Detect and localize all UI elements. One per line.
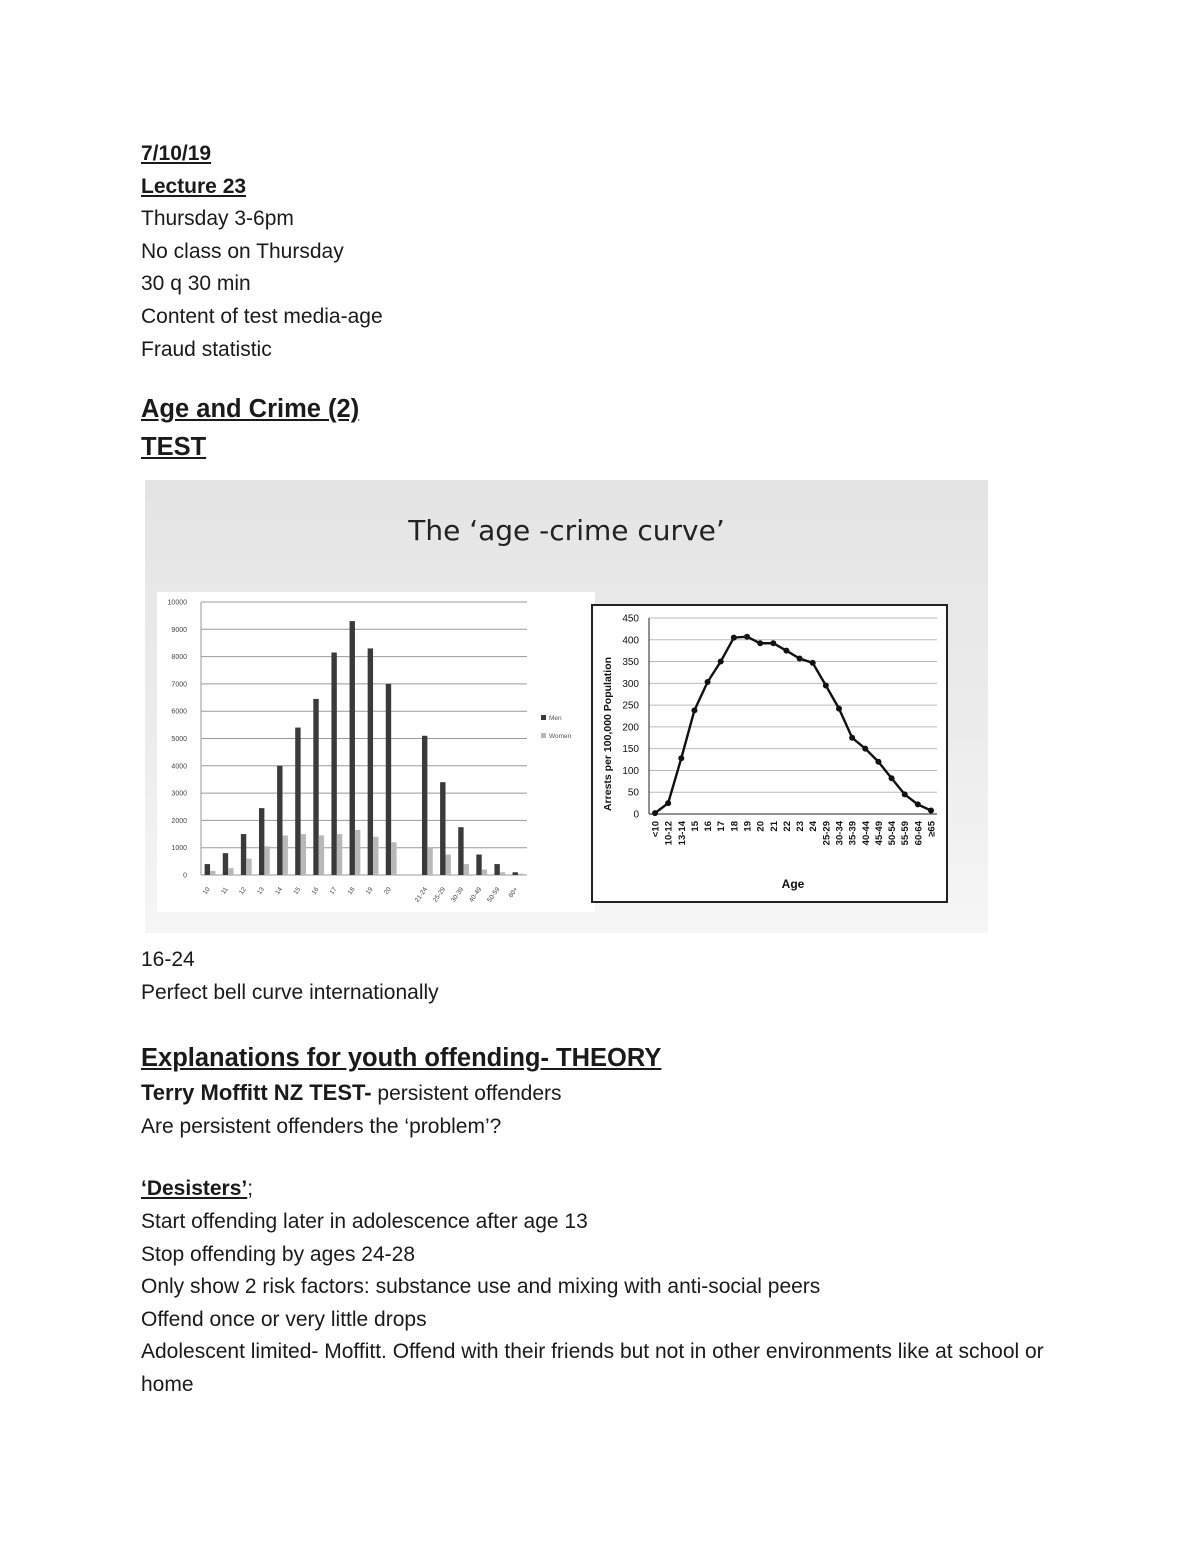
- data-point: [691, 707, 697, 713]
- x-tick-label: 13: [256, 886, 267, 897]
- x-tick-label: 20: [755, 821, 767, 832]
- x-tick-label: 11: [220, 886, 230, 896]
- note-line: Thursday 3-6pm: [141, 207, 294, 231]
- legend-label: Women: [549, 733, 572, 740]
- data-point: [744, 634, 750, 640]
- line-chart-panel: [591, 604, 948, 903]
- x-tick-label: 21-24: [413, 886, 430, 904]
- x-tick-label: 21: [768, 821, 780, 832]
- x-tick-label: 22: [781, 821, 793, 832]
- y-tick-label: 4000: [171, 763, 187, 771]
- notes-header: [141, 138, 1071, 466]
- y-axis-label: Arrests per 100,000 Population: [602, 656, 614, 812]
- y-tick-label: 250: [622, 700, 639, 712]
- bar-women: [337, 834, 342, 875]
- data-point: [757, 640, 763, 646]
- y-tick-label: 9000: [171, 626, 187, 634]
- data-point: [915, 801, 921, 807]
- x-tick-label: 10-12: [663, 821, 675, 846]
- bar-chart-panel: [157, 592, 595, 912]
- bar-women: [464, 864, 469, 875]
- y-tick-label: 10000: [167, 599, 187, 607]
- bar-men: [368, 648, 373, 875]
- bar-chart: [157, 592, 595, 912]
- x-tick-label: 60+: [507, 886, 520, 900]
- desisters-suffix: ;: [247, 1177, 254, 1201]
- y-tick-label: 0: [633, 809, 639, 821]
- x-tick-label: 45-49: [873, 821, 885, 846]
- x-tick-label: 40-44: [860, 821, 872, 846]
- x-tick-label: 15: [689, 821, 701, 832]
- data-point: [836, 706, 842, 712]
- data-point: [718, 659, 724, 665]
- bar-women: [446, 855, 451, 875]
- bar-men: [259, 808, 264, 875]
- section-title-age-crime: Age and Crime (2): [141, 395, 360, 424]
- bar-men: [458, 827, 463, 875]
- bar-men: [476, 855, 481, 875]
- note-line: No class on Thursday: [141, 239, 344, 263]
- note-line: Content of test media-age: [141, 304, 383, 328]
- test-tag: TEST: [141, 433, 207, 462]
- x-tick-label: 25-29: [821, 821, 833, 846]
- x-tick-label: 30-34: [834, 821, 846, 846]
- bar-women: [301, 834, 306, 875]
- data-point: [652, 810, 658, 816]
- x-tick-label: 16: [703, 821, 715, 832]
- bar-women: [482, 870, 487, 875]
- x-tick-label: 16: [310, 886, 321, 897]
- series-line: [655, 637, 931, 813]
- desisters-heading: [141, 1173, 1101, 1206]
- x-tick-label: 10: [201, 886, 212, 897]
- data-point: [875, 759, 881, 765]
- data-point: [849, 735, 855, 741]
- moffitt-bold: Terry Moffitt NZ TEST-: [141, 1080, 372, 1106]
- notes-body: [141, 944, 1101, 1402]
- data-point: [731, 635, 737, 641]
- desister-line: Adolescent limited- Moffitt. Offend with their friends but not in other environments like at school or home: [141, 1340, 1044, 1396]
- data-point: [862, 746, 868, 752]
- data-point: [678, 755, 684, 761]
- y-tick-label: 350: [622, 657, 639, 669]
- y-tick-label: 0: [183, 872, 187, 880]
- y-tick-label: 2000: [171, 817, 187, 825]
- legend-label: Men: [549, 715, 562, 722]
- desister-line: Only show 2 risk factors: substance use and mixing with anti-social peers: [141, 1275, 821, 1299]
- y-tick-label: 8000: [171, 654, 187, 662]
- x-tick-label: 30-39: [449, 886, 466, 904]
- x-tick-label: ≥65: [926, 821, 938, 837]
- bar-men: [331, 653, 336, 875]
- data-point: [783, 648, 789, 654]
- x-tick-label: 14: [274, 886, 285, 897]
- x-tick-label: 19: [742, 821, 754, 832]
- bar-women: [264, 846, 269, 875]
- data-point: [823, 683, 829, 689]
- y-tick-label: 3000: [171, 790, 187, 798]
- desister-line: Start offending later in adolescence after age 13: [141, 1209, 588, 1233]
- date-heading: 7/10/19: [141, 142, 212, 165]
- figure-title: The ‘age -crime curve’: [408, 514, 725, 547]
- bar-men: [295, 728, 300, 875]
- bar-men: [440, 782, 445, 875]
- bar-women: [210, 871, 215, 875]
- bar-men: [386, 684, 391, 875]
- moffitt-line: [141, 1077, 1101, 1111]
- bar-men: [313, 699, 318, 875]
- x-tick-label: 18: [729, 821, 741, 832]
- x-tick-label: 40-49: [468, 886, 484, 904]
- y-tick-label: 150: [622, 744, 639, 756]
- y-tick-label: 100: [622, 765, 639, 777]
- line-chart: [593, 606, 946, 901]
- bar-men: [494, 864, 499, 875]
- data-point: [665, 800, 671, 806]
- data-point: [902, 791, 908, 797]
- age-crime-figure: [145, 480, 988, 933]
- x-tick-label: 60-64: [913, 821, 925, 846]
- x-tick-label: 19: [364, 886, 375, 897]
- x-tick-label: 17: [328, 886, 339, 897]
- bar-women: [373, 837, 378, 875]
- x-tick-label: 17: [716, 821, 728, 832]
- moffitt-rest: persistent offenders: [371, 1082, 562, 1106]
- data-point: [889, 775, 895, 781]
- y-tick-label: 300: [622, 678, 639, 690]
- y-tick-label: 5000: [171, 736, 187, 743]
- x-tick-label: 20: [382, 886, 393, 897]
- bar-men: [277, 766, 282, 875]
- bar-men: [350, 621, 355, 875]
- section-title-explanations: Explanations for youth offending- THEORY: [141, 1044, 662, 1073]
- bar-women: [355, 830, 360, 875]
- lecture-heading: Lecture 23: [141, 174, 247, 198]
- bar-men: [422, 736, 427, 875]
- y-tick-label: 6000: [171, 708, 187, 716]
- data-point: [928, 808, 934, 814]
- note-line: Perfect bell curve internationally: [141, 980, 439, 1004]
- bar-women: [391, 842, 396, 875]
- x-tick-label: 13-14: [676, 821, 688, 846]
- x-tick-label: 15: [292, 886, 303, 897]
- y-tick-label: 400: [622, 635, 639, 647]
- x-tick-label: 25-29: [431, 886, 448, 904]
- x-axis-label: Age: [781, 877, 805, 891]
- data-point: [797, 656, 803, 662]
- data-point: [705, 679, 711, 685]
- x-tick-label: 23: [795, 821, 807, 832]
- bar-women: [427, 848, 432, 875]
- y-tick-label: 50: [627, 787, 639, 799]
- desister-line: Offend once or very little drops: [141, 1307, 427, 1331]
- x-tick-label: 18: [346, 886, 357, 897]
- x-tick-label: <10: [650, 821, 662, 838]
- bar-women: [518, 874, 523, 875]
- y-tick-label: 200: [622, 722, 639, 734]
- x-tick-label: 50-59: [486, 886, 502, 904]
- bar-women: [246, 859, 251, 875]
- desister-line: Stop offending by ages 24-28: [141, 1242, 415, 1266]
- x-tick-label: 24: [808, 821, 820, 832]
- bar-women: [283, 835, 288, 875]
- x-tick-label: 50-54: [887, 821, 899, 846]
- bar-women: [319, 835, 324, 875]
- note-line: 30 q 30 min: [141, 272, 251, 296]
- bar-women: [500, 872, 505, 875]
- legend-swatch: [541, 733, 546, 738]
- bar-men: [223, 853, 228, 875]
- y-tick-label: 1000: [171, 845, 187, 853]
- note-line: Fraud statistic: [141, 337, 272, 361]
- x-tick-label: 35-39: [847, 821, 859, 846]
- bar-men: [513, 872, 518, 875]
- y-tick-label: 450: [622, 613, 639, 625]
- data-point: [770, 640, 776, 646]
- bar-men: [241, 834, 246, 875]
- question-line: Are persistent offenders the ‘problem’?: [141, 1114, 502, 1138]
- x-tick-label: 55-59: [900, 821, 912, 846]
- y-tick-label: 7000: [171, 681, 187, 689]
- bar-men: [205, 864, 210, 875]
- note-line: 16-24: [141, 948, 195, 971]
- data-point: [810, 660, 816, 666]
- bar-women: [228, 868, 233, 875]
- legend-swatch: [541, 715, 546, 720]
- x-tick-label: 12: [238, 886, 248, 897]
- desisters-title: ‘Desisters’: [141, 1177, 248, 1201]
